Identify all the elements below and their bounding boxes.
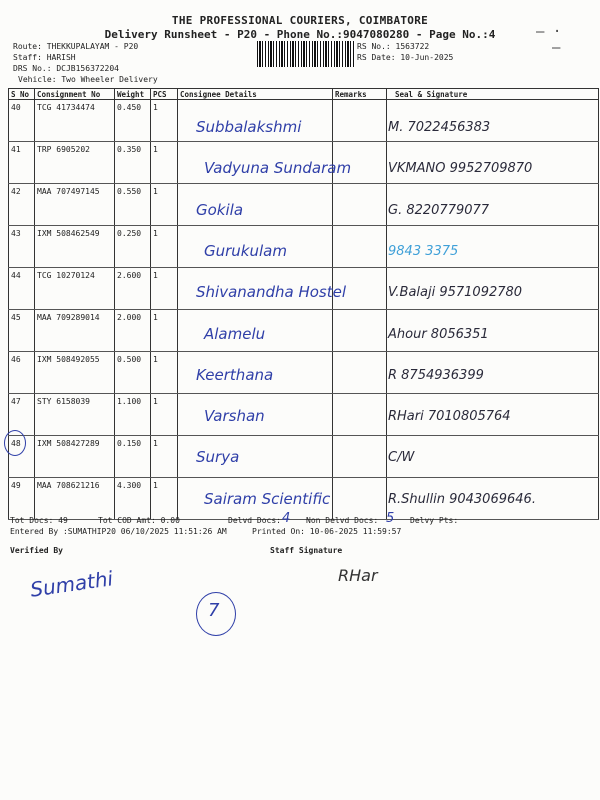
non-delivered-count: 5 [386, 511, 395, 526]
consignee-handwritten: Keerthana [196, 365, 274, 384]
cell-remarks [333, 310, 387, 352]
table-row [9, 184, 599, 226]
col-consignment: Consignment No [35, 89, 115, 100]
table-row [9, 352, 599, 394]
cell-pcs: 1 [151, 184, 178, 226]
cell-sno: 46 [9, 352, 35, 394]
cell-pcs: 1 [151, 352, 178, 394]
consignee-handwritten: Gurukulam [204, 241, 287, 260]
col-pcs: PCS [151, 89, 178, 100]
total-docs: Tot Docs: 49 [10, 516, 68, 525]
consignee-handwritten: Surya [196, 448, 240, 467]
cell-consignment: IXM 508492055 [35, 352, 115, 394]
cell-sno: 48 [9, 436, 35, 478]
col-seal: Seal & Signature [387, 89, 599, 100]
cell-consignment: MAA 709289014 [35, 310, 115, 352]
recipient-signature: VKMANO 9952709870 [388, 161, 533, 177]
cell-weight: 2.000 [115, 310, 151, 352]
printed-on: Printed On: 10-06-2025 11:59:57 [252, 527, 402, 536]
table-row [9, 436, 599, 478]
non-delivered-docs: Non Delvd Docs: [306, 516, 379, 525]
cell-remarks [333, 478, 387, 520]
cell-remarks [333, 226, 387, 268]
cell-consignment: IXM 508462549 [35, 226, 115, 268]
cell-pcs: 1 [151, 268, 178, 310]
cell-pcs: 1 [151, 226, 178, 268]
cell-pcs: 1 [151, 100, 178, 142]
cell-weight: 2.600 [115, 268, 151, 310]
cell-remarks [333, 100, 387, 142]
row-circle-mark [4, 430, 26, 456]
circle-mark-number: 7 [208, 600, 220, 621]
staff-signature: RHar [338, 566, 378, 585]
cell-consignment: MAA 707497145 [35, 184, 115, 226]
cell-sno: 49 [9, 478, 35, 520]
total-cod: Tot COD Amt: 0.00 [98, 516, 180, 525]
cell-remarks [333, 352, 387, 394]
cell-weight: 1.100 [115, 394, 151, 436]
delivery-points: Delvy Pts: [410, 516, 459, 525]
cell-pcs: 1 [151, 142, 178, 184]
table-row [9, 100, 599, 142]
staff: Staff: HARISH [13, 53, 76, 62]
cell-pcs: 1 [151, 436, 178, 478]
vehicle: Vehicle: Two Wheeler Delivery [18, 75, 158, 84]
runsheet-title: Delivery Runsheet - P20 - Phone No.:9047080280 - Page No.:4 [104, 28, 496, 41]
consignee-handwritten: Shivanandha Hostel [196, 283, 347, 302]
rs-date: RS Date: 10-Jun-2025 [357, 53, 454, 62]
cell-consignment: TCG 41734474 [35, 100, 115, 142]
drs-number: DRS No.: DCJB156372204 [13, 64, 119, 73]
cell-seal [387, 436, 599, 478]
cell-remarks [333, 184, 387, 226]
table-row [9, 310, 599, 352]
recipient-signature: M. 7022456383 [388, 120, 491, 135]
company-title: THE PROFESSIONAL COURIERS, COIMBATORE [171, 14, 429, 27]
cell-pcs: 1 [151, 478, 178, 520]
cell-sno: 40 [9, 100, 35, 142]
consignee-handwritten: Sairam Scientific [204, 489, 331, 508]
delivered-docs: Delvd Docs: [228, 516, 281, 525]
runsheet-table [8, 88, 599, 520]
cell-weight: 0.500 [115, 352, 151, 394]
table-row [9, 226, 599, 268]
cell-remarks [333, 436, 387, 478]
col-consignee: Consignee Details [178, 89, 333, 100]
delivered-count: 4 [282, 511, 291, 526]
rs-number: RS No.: 1563722 [357, 42, 430, 51]
table-header-row [9, 89, 599, 100]
entered-by: Entered By :SUMATHIP20 06/10/2025 11:51:26 AM [10, 527, 227, 536]
cell-consignment: TRP 6905202 [35, 142, 115, 184]
cell-sno: 41 [9, 142, 35, 184]
cell-sno: 47 [9, 394, 35, 436]
col-sno: S No [9, 89, 35, 100]
recipient-signature: R.Shullin 9043069646. [388, 491, 536, 507]
consignee-handwritten: Varshan [204, 407, 265, 426]
cell-weight: 0.350 [115, 142, 151, 184]
col-remarks: Remarks [333, 89, 387, 100]
route: Route: THEKKUPALAYAM - P20 [13, 42, 139, 51]
col-weight: Weight [115, 89, 151, 100]
pen-mark: — · [536, 24, 562, 40]
cell-consignment: IXM 508427289 [35, 436, 115, 478]
verified-by-label: Verified By [10, 546, 63, 555]
cell-remarks [333, 394, 387, 436]
recipient-signature: V.Balaji 9571092780 [388, 285, 523, 301]
staff-signature-label: Staff Signature [270, 546, 343, 555]
cell-consignment: MAA 708621216 [35, 478, 115, 520]
cell-weight: 0.550 [115, 184, 151, 226]
cell-sno: 43 [9, 226, 35, 268]
recipient-signature: G. 8220779077 [388, 202, 490, 218]
cell-weight: 0.250 [115, 226, 151, 268]
cell-sno: 45 [9, 310, 35, 352]
cell-weight: 4.300 [115, 478, 151, 520]
pen-mark: — [552, 40, 561, 56]
recipient-signature: C/W [388, 450, 415, 466]
cell-weight: 0.150 [115, 436, 151, 478]
cell-pcs: 1 [151, 310, 178, 352]
cell-consignment: STY 6158039 [35, 394, 115, 436]
verified-signature: Sumathi [28, 566, 115, 602]
cell-sno: 44 [9, 268, 35, 310]
recipient-signature: R 8754936399 [388, 367, 484, 383]
consignee-handwritten: Vadyuna Sundaram [204, 159, 352, 178]
cell-weight: 0.450 [115, 100, 151, 142]
recipient-signature: RHari 7010805764 [388, 409, 511, 425]
recipient-signature: 9843 3375 [388, 243, 459, 259]
barcode [257, 41, 355, 67]
cell-pcs: 1 [151, 394, 178, 436]
consignee-handwritten: Alamelu [204, 324, 266, 343]
cell-sno: 42 [9, 184, 35, 226]
recipient-signature: Ahour 8056351 [388, 326, 489, 342]
cell-consignment: TCG 10270124 [35, 268, 115, 310]
consignee-handwritten: Gokila [196, 200, 244, 219]
consignee-handwritten: Subbalakshmi [196, 118, 302, 136]
